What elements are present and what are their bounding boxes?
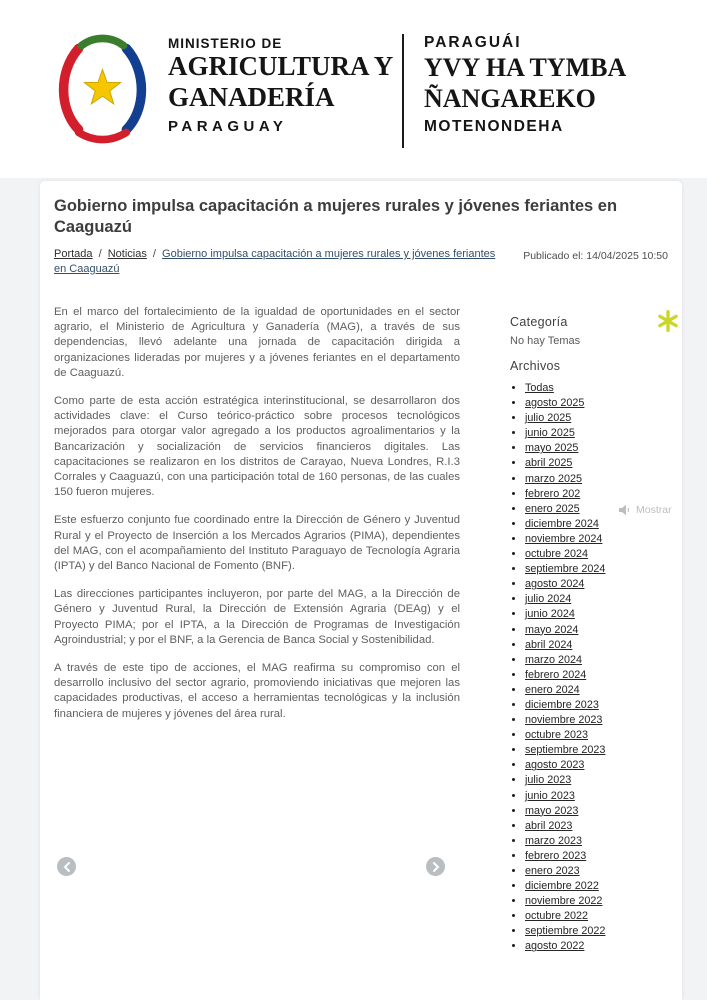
meta-row [54, 247, 668, 277]
archive-link[interactable]: junio 2023 [525, 789, 575, 802]
archive-item [525, 426, 668, 441]
archive-item [525, 879, 668, 894]
archive-item [525, 894, 668, 909]
prev-button[interactable] [57, 857, 76, 876]
breadcrumb-current[interactable]: Gobierno impulsa capacitación a mujeres rurales y jóvenes feriantes en Caaguazú [54, 248, 496, 275]
archive-item [525, 396, 668, 411]
article-paragraph: A través de este tipo de acciones, el MAG reafirma su compromiso con el desarrollo inclusivo del sector agrario, promoviendo iniciativas que mejoren las capacidades productivas, el acceso a herramientas tecnológicas y la inclusión financiera de mujeres y jóvenes del área rural. [54, 662, 460, 720]
archive-link[interactable]: abril 2024 [525, 638, 573, 651]
archive-item [525, 743, 668, 758]
archive-link[interactable]: enero 2024 [525, 683, 580, 696]
breadcrumb-separator: / [98, 248, 102, 260]
archives-list [510, 381, 668, 955]
archive-link[interactable]: mayo 2024 [525, 623, 579, 636]
archive-item [525, 487, 668, 502]
archive-link[interactable]: noviembre 2022 [525, 895, 603, 908]
archive-item [525, 864, 668, 879]
archive-item [525, 834, 668, 849]
article-paragraph: Este esfuerzo conjunto fue coordinado entre la Dirección de Género y Juventud Rural y el Proyecto de Inserción a los Mercados Agrarios (PIMA), dependientes del MAG, con el acompañamiento del Instituto Paraguayo de Tecnología Agraria (IPTA) y del Banco Nacional de Fomento (BNF). [54, 514, 460, 573]
archive-item [525, 623, 668, 638]
brand-right-line4: MOTENONDEHA [424, 118, 564, 135]
archive-link[interactable]: abril 2023 [525, 819, 573, 832]
header-divider [402, 34, 404, 148]
brand-right [424, 34, 626, 136]
coat-of-arms-icon [50, 28, 155, 150]
archive-item [525, 758, 668, 773]
archive-item [525, 728, 668, 743]
article-paragraph: Las direcciones participantes incluyeron, por parte del MAG, a la Dirección de Género y Juventud Rural, la Dirección de Extensión Agraria (DEAg) y el Proyecto PIMA; por el IPTA, a la Dirección de Programas de Investigación Agroindustrial; y por el BNF, a la Gerencia de Banca Social y Sostenibilidad. [54, 588, 460, 646]
archive-item [525, 698, 668, 713]
archive-link[interactable]: noviembre 2024 [525, 532, 603, 545]
archive-item [525, 653, 668, 668]
content-card [40, 181, 682, 1000]
brand-left-line4: PARAGUAY [168, 118, 288, 135]
archive-item [525, 577, 668, 592]
archive-link[interactable]: mayo 2025 [525, 442, 579, 455]
archive-item [525, 713, 668, 728]
next-button[interactable] [426, 857, 445, 876]
archive-link[interactable]: octubre 2023 [525, 729, 589, 742]
archive-link[interactable]: junio 2024 [525, 608, 575, 621]
breadcrumb-separator: / [152, 248, 156, 260]
sidebar [510, 305, 668, 955]
archive-link[interactable]: septiembre 2023 [525, 744, 606, 757]
archive-item [525, 819, 668, 834]
archive-item [525, 441, 668, 456]
mostrar-tooltip[interactable] [616, 503, 674, 517]
archive-link[interactable]: abril 2025 [525, 457, 573, 470]
archive-link[interactable]: febrero 2024 [525, 668, 587, 681]
archive-item [525, 411, 668, 426]
article-body [54, 305, 460, 955]
archive-item [525, 381, 668, 396]
breadcrumb [54, 247, 499, 277]
archive-link[interactable]: diciembre 2023 [525, 698, 599, 711]
archive-link[interactable]: mayo 2023 [525, 804, 579, 817]
archive-item [525, 547, 668, 562]
archive-link[interactable]: marzo 2025 [525, 472, 583, 485]
archive-link[interactable]: junio 2025 [525, 427, 575, 440]
archive-item [525, 924, 668, 939]
archive-item [525, 789, 668, 804]
breadcrumb-noticias[interactable]: Noticias [107, 248, 147, 260]
archive-item [525, 562, 668, 577]
archive-item [525, 532, 668, 547]
brand-right-line1: PARAGUÁI [424, 34, 522, 51]
archive-item [525, 472, 668, 487]
archive-link[interactable]: marzo 2024 [525, 653, 583, 666]
archive-link[interactable]: julio 2023 [525, 774, 572, 787]
brand-left [168, 36, 393, 135]
archive-link[interactable]: febrero 202 [525, 487, 581, 500]
archive-link[interactable]: diciembre 2024 [525, 517, 599, 530]
archive-link[interactable]: octubre 2024 [525, 548, 589, 561]
category-empty-text: No hay Temas [510, 335, 581, 347]
speaker-icon [618, 504, 631, 516]
archive-link[interactable]: agosto 2025 [525, 397, 585, 410]
archive-item [525, 773, 668, 788]
archive-link[interactable]: octubre 2022 [525, 910, 589, 923]
archive-item [525, 683, 668, 698]
mostrar-label: Mostrar [636, 504, 672, 516]
archive-link[interactable]: diciembre 2022 [525, 880, 599, 893]
archive-item [525, 607, 668, 622]
archive-link[interactable]: septiembre 2024 [525, 563, 606, 576]
category-heading: Categoría [510, 315, 568, 329]
archive-link[interactable]: febrero 2023 [525, 849, 587, 862]
archive-link[interactable]: noviembre 2023 [525, 714, 603, 727]
archive-item [525, 517, 668, 532]
archive-link[interactable]: agosto 2023 [525, 759, 585, 772]
mag-logo[interactable] [50, 28, 155, 150]
article-title: Gobierno impulsa capacitación a mujeres rurales y jóvenes feriantes en Caaguazú [54, 197, 618, 236]
archive-link[interactable]: agosto 2022 [525, 940, 585, 953]
archive-item [525, 804, 668, 819]
archive-link[interactable]: agosto 2024 [525, 578, 585, 591]
site-header [0, 0, 707, 178]
archive-item [525, 668, 668, 683]
archive-link[interactable]: julio 2025 [525, 412, 572, 425]
brand-left-line3: GANADERÍA [168, 82, 335, 112]
archive-link[interactable]: Todas [525, 382, 554, 394]
brand-right-line2: YVY HA TYMBA [424, 53, 627, 82]
content-row [54, 305, 668, 955]
archive-item [525, 849, 668, 864]
archive-link[interactable]: marzo 2023 [525, 834, 583, 847]
archive-item [525, 592, 668, 607]
archive-item [525, 939, 668, 954]
article-paragraph: Como parte de esta acción estratégica interinstitucional, se desarrollaron dos actividades clave: el Curso teórico-práctico sobre procesos tecnológicos mejorados para otorgar valor agregado a los productos agroalimentarios y la Bancarización y socialización de servicios financieros digitales. Las capacitaciones se realizaron en los distritos de Carayao, Nueva Londres, R.I.3 Corrales y Caaguazú, con una participación total de 160 personas, de las cuales 150 fueron mujeres. [54, 395, 460, 499]
accessibility-asterisk-icon[interactable] [657, 310, 679, 332]
archive-link[interactable]: enero 2023 [525, 865, 580, 877]
archive-item [525, 909, 668, 924]
article-paragraph: En el marco del fortalecimiento de la igualdad de oportunidades en el sector agrario, el Ministerio de Agricultura y Ganadería (MAG), a través de sus dependencias, llevó adelante una jornada de capacitación dirigida a organizaciones lideradas por mujeres y a jóvenes feriantes en el departamento de Caaguazú. [54, 306, 460, 379]
archives-heading: Archivos [510, 359, 561, 373]
brand-right-line3: ÑANGAREKO [424, 84, 596, 113]
published-date: Publicado el: 14/04/2025 10:50 [523, 250, 668, 262]
brand-left-line2: AGRICULTURA Y [168, 51, 394, 81]
archive-link[interactable]: julio 2024 [525, 593, 572, 606]
brand-left-line1: MINISTERIO DE [168, 36, 283, 51]
breadcrumb-portada[interactable]: Portada [54, 248, 93, 260]
archive-item [525, 456, 668, 471]
archive-link[interactable]: septiembre 2022 [525, 925, 606, 938]
archive-link[interactable]: enero 2025 [525, 502, 580, 515]
archive-item [525, 638, 668, 653]
